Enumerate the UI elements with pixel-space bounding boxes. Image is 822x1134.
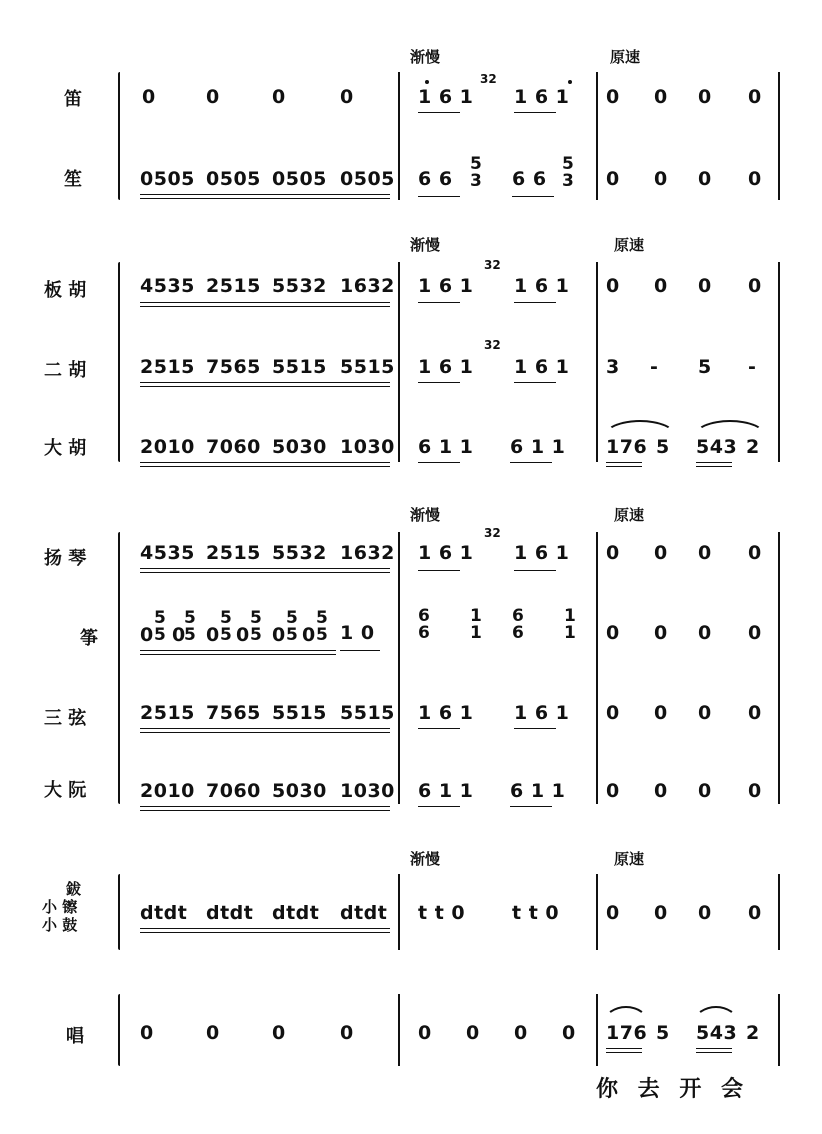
slow-measure: 1 6 1 [514, 702, 570, 724]
underline [512, 196, 554, 197]
measure: 0 [654, 86, 668, 108]
measure: 0 [748, 780, 762, 802]
measure: 176 [606, 1022, 648, 1044]
double-underline [140, 928, 390, 933]
measure: 0 [272, 1022, 286, 1044]
barline [778, 72, 780, 200]
chord: 5 5 [250, 608, 262, 645]
measure: 0 [698, 542, 712, 564]
slur [604, 420, 676, 436]
measure: 0 [698, 780, 712, 802]
double-underline [140, 728, 390, 733]
measure: 5 [698, 356, 712, 378]
measure: dtdt [140, 902, 188, 924]
underline [510, 806, 552, 807]
measure: 0505 [340, 168, 395, 190]
measure: 5515 [272, 356, 327, 378]
measure: 0 [698, 86, 712, 108]
chord: 5 5 [220, 608, 232, 645]
underline [418, 112, 460, 113]
grace-note: 32 [480, 72, 497, 86]
double-underline [140, 806, 390, 811]
barline [398, 262, 400, 462]
slur [694, 1006, 738, 1022]
measure: 0 [606, 542, 620, 564]
slow-measure: 6 6 [418, 168, 453, 190]
measure: 5532 [272, 275, 327, 297]
chord: 6 6 [512, 606, 524, 643]
slow-measure: 1 6 1 [514, 86, 570, 108]
measure: 0505 [206, 168, 261, 190]
measure: 0 [654, 622, 668, 644]
measure: 5030 [272, 436, 327, 458]
barline [398, 72, 400, 200]
chord: 5 5 [286, 608, 298, 645]
measure: 7565 [206, 356, 261, 378]
instrument-label: 小 鼓 [42, 916, 78, 934]
measure: 0 [340, 86, 354, 108]
measure: 0 [606, 275, 620, 297]
measure: 4535 [140, 542, 195, 564]
measure: 0 [606, 168, 620, 190]
underline [514, 382, 556, 383]
slow-measure: 1 6 1 [514, 275, 570, 297]
slow-measure: 0 [514, 1022, 528, 1044]
measure: 0 [748, 622, 762, 644]
measure: - [748, 356, 757, 378]
measure: 4535 [140, 275, 195, 297]
measure: 5515 [340, 702, 395, 724]
barline [596, 874, 598, 950]
measure: - [650, 356, 659, 378]
chord: 5 3 [562, 154, 574, 191]
measure: 0 [606, 86, 620, 108]
measure: 0 [748, 542, 762, 564]
double-underline [140, 568, 390, 573]
instrument-label: 板 胡 [44, 280, 87, 301]
direction-slow: 渐慢 [410, 850, 441, 868]
measure: 0 [606, 702, 620, 724]
chord: 6 6 [418, 606, 430, 643]
double-underline [140, 302, 390, 307]
zheng-lead: 0 [236, 624, 250, 646]
underline [514, 570, 556, 571]
underline [514, 302, 556, 303]
barline [778, 262, 780, 462]
grace-note: 32 [484, 258, 501, 272]
double-underline [696, 462, 732, 467]
underline [418, 462, 460, 463]
measure: 0 [748, 86, 762, 108]
instrument-label: 大 胡 [44, 438, 87, 459]
direction-tempo: 原速 [614, 850, 645, 868]
underline [418, 382, 460, 383]
measure: 5532 [272, 542, 327, 564]
zheng-lead: 0 [302, 624, 316, 646]
zheng-lead: 0 [206, 624, 220, 646]
measure: 0 [698, 275, 712, 297]
zheng-lead: 0 [272, 624, 286, 646]
slow-measure: t t 0 [418, 902, 466, 924]
measure: 2 [746, 436, 760, 458]
measure: 543 [696, 436, 738, 458]
group-3-brace [118, 532, 120, 804]
barline [596, 994, 598, 1066]
high-dot [568, 80, 572, 84]
high-dot [425, 80, 429, 84]
chord: 5 5 [154, 608, 166, 645]
measure: 2515 [140, 356, 195, 378]
slow-measure: 6 6 [512, 168, 547, 190]
measure: 0 [206, 1022, 220, 1044]
slow-measure: 1 6 1 [514, 356, 570, 378]
slow-measure: 6 1 1 [418, 436, 474, 458]
measure: 2515 [140, 702, 195, 724]
direction-tempo: 原速 [610, 48, 641, 66]
underline [418, 806, 460, 807]
measure: 0 [142, 86, 156, 108]
double-underline [140, 382, 390, 387]
slow-measure: 1 6 1 [418, 86, 474, 108]
double-underline [606, 1048, 642, 1053]
barline [398, 994, 400, 1066]
underline [418, 302, 460, 303]
measure: 7565 [206, 702, 261, 724]
direction-tempo: 原速 [614, 506, 645, 524]
direction-slow: 渐慢 [410, 48, 441, 66]
chord: 5 5 [184, 608, 196, 645]
slow-measure: 1 6 1 [418, 702, 474, 724]
measure: 0 [606, 902, 620, 924]
barline [398, 532, 400, 804]
instrument-label: 笛 [64, 89, 82, 110]
chord: 5 3 [470, 154, 482, 191]
direction-slow: 渐慢 [410, 236, 441, 254]
slow-measure: 0 [466, 1022, 480, 1044]
slur [694, 420, 766, 436]
slow-measure: 6 1 1 [510, 436, 566, 458]
measure: 5 [656, 436, 670, 458]
slow-measure: 1 6 1 [418, 356, 474, 378]
measure: 5515 [272, 702, 327, 724]
measure: 7060 [206, 780, 261, 802]
measure: 2010 [140, 780, 195, 802]
measure: 1030 [340, 780, 395, 802]
measure: 0 [748, 168, 762, 190]
measure: 0 [748, 902, 762, 924]
measure: 2 [746, 1022, 760, 1044]
measure: 0 [340, 1022, 354, 1044]
measure: 0 [698, 902, 712, 924]
measure: 3 [606, 356, 620, 378]
measure: 0 [698, 702, 712, 724]
group-1-brace [118, 72, 120, 200]
measure: 0 [698, 168, 712, 190]
instrument-label: 小 镲 [42, 898, 78, 916]
measure: dtdt [340, 902, 388, 924]
underline [418, 728, 460, 729]
barline [398, 874, 400, 950]
slow-measure: 1 6 1 [418, 275, 474, 297]
barline [778, 532, 780, 804]
measure: 0 [272, 86, 286, 108]
instrument-label: 筝 [80, 628, 98, 649]
measure: 0 [654, 168, 668, 190]
measure: 0 [654, 275, 668, 297]
measure: 0 [140, 1022, 154, 1044]
measure: 5 [656, 1022, 670, 1044]
chord: 5 5 [316, 608, 328, 645]
double-underline [140, 650, 336, 655]
double-underline [696, 1048, 732, 1053]
measure: 1030 [340, 436, 395, 458]
underline [340, 650, 380, 651]
chord: 1 1 [470, 606, 482, 643]
instrument-label: 笙 [64, 169, 82, 190]
zheng-lead: 0 [172, 624, 186, 646]
underline [418, 196, 460, 197]
underline [514, 728, 556, 729]
group-2-brace [118, 262, 120, 462]
slow-measure: 1 6 1 [514, 542, 570, 564]
underline [510, 462, 552, 463]
instrument-label: 鈸 [66, 880, 82, 898]
measure: dtdt [272, 902, 320, 924]
lyrics: 你 去 开 会 [596, 1076, 749, 1102]
group-5-brace [118, 994, 120, 1066]
measure: 2515 [206, 542, 261, 564]
underline [514, 112, 556, 113]
slow-measure: t t 0 [512, 902, 560, 924]
chord: 1 1 [564, 606, 576, 643]
barline [596, 72, 598, 200]
measure: 0 [606, 622, 620, 644]
grace-note: 32 [484, 338, 501, 352]
slow-measure: 0 [562, 1022, 576, 1044]
measure: 1632 [340, 542, 395, 564]
group-4-brace [118, 874, 120, 950]
barline [778, 994, 780, 1066]
measure: 7060 [206, 436, 261, 458]
measure: 0 [698, 622, 712, 644]
measure: dtdt [206, 902, 254, 924]
measure: 1632 [340, 275, 395, 297]
barline [778, 874, 780, 950]
measure: 2515 [206, 275, 261, 297]
measure: 0 [654, 780, 668, 802]
barline [596, 532, 598, 804]
measure: 0505 [272, 168, 327, 190]
measure: 0 [654, 702, 668, 724]
instrument-label: 二 胡 [44, 360, 87, 381]
measure: 0 [606, 780, 620, 802]
instrument-label: 唱 [66, 1026, 84, 1047]
instrument-label: 扬 琴 [44, 548, 87, 569]
direction-slow: 渐慢 [410, 506, 441, 524]
measure: 0 [206, 86, 220, 108]
slow-measure: 0 [418, 1022, 432, 1044]
slow-measure: 6 1 1 [418, 780, 474, 802]
measure: 0 [654, 542, 668, 564]
measure: 0 [748, 275, 762, 297]
slur [604, 1006, 648, 1022]
grace-note: 32 [484, 526, 501, 540]
measure: 543 [696, 1022, 738, 1044]
barline [596, 262, 598, 462]
instrument-label: 大 阮 [44, 780, 87, 801]
measure: 1 0 [340, 622, 375, 644]
measure: 5515 [340, 356, 395, 378]
measure: 0 [748, 702, 762, 724]
instrument-label: 三 弦 [44, 708, 87, 729]
underline [418, 570, 460, 571]
zheng-lead: 0 [140, 624, 154, 646]
measure: 0505 [140, 168, 195, 190]
measure: 176 [606, 436, 648, 458]
measure: 0 [654, 902, 668, 924]
slow-measure: 6 1 1 [510, 780, 566, 802]
double-underline [140, 462, 390, 467]
double-underline [606, 462, 642, 467]
direction-tempo: 原速 [614, 236, 645, 254]
measure: 5030 [272, 780, 327, 802]
measure: 2010 [140, 436, 195, 458]
slow-measure: 1 6 1 [418, 542, 474, 564]
double-underline [140, 194, 390, 199]
